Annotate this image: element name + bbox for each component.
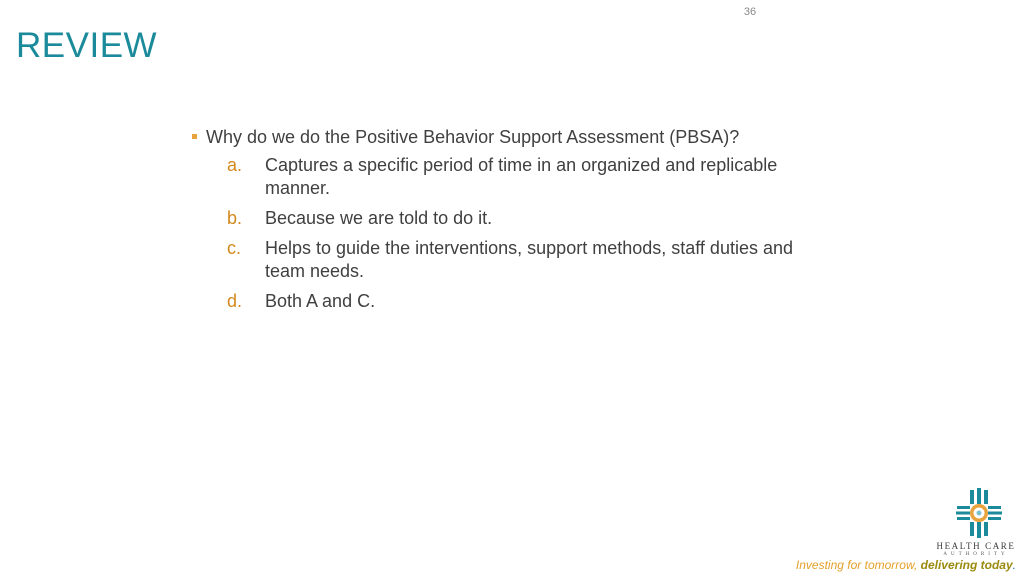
health-care-authority-logo [930,488,1022,560]
square-bullet-icon [192,134,197,139]
tagline-part-3: . [1012,558,1016,572]
logo-text-primary: HEALTH CARE [936,541,1016,551]
option-letter: b. [227,208,243,228]
question-text: Why do we do the Positive Behavior Support Assessment (PBSA)? [206,127,740,147]
page-number: 36 [743,6,757,18]
tagline-part-2: delivering today [920,558,1013,572]
option-b [192,207,832,230]
option-a [192,154,832,200]
tagline [796,558,1016,572]
tagline-part-1: Investing for tomorrow, [795,558,921,572]
option-text: Captures a specific period of time in an organized and replicable manner. [265,155,778,198]
option-text: Both A and C. [265,291,376,311]
question-block [192,124,832,320]
option-letter: c. [227,238,242,258]
logo-text-secondary: AUTHORITY [943,552,1009,557]
answer-options [192,154,832,313]
option-d [192,290,832,313]
option-letter: a. [227,155,243,175]
option-c [192,237,832,283]
option-text: Because we are told to do it. [265,208,493,228]
zia-sun-symbol-icon [956,488,1002,538]
question [192,124,832,150]
option-letter: d. [227,291,243,311]
slide-title: REVIEW [16,26,158,65]
option-text: Helps to guide the interventions, support methods, staff duties and team needs. [265,238,793,281]
